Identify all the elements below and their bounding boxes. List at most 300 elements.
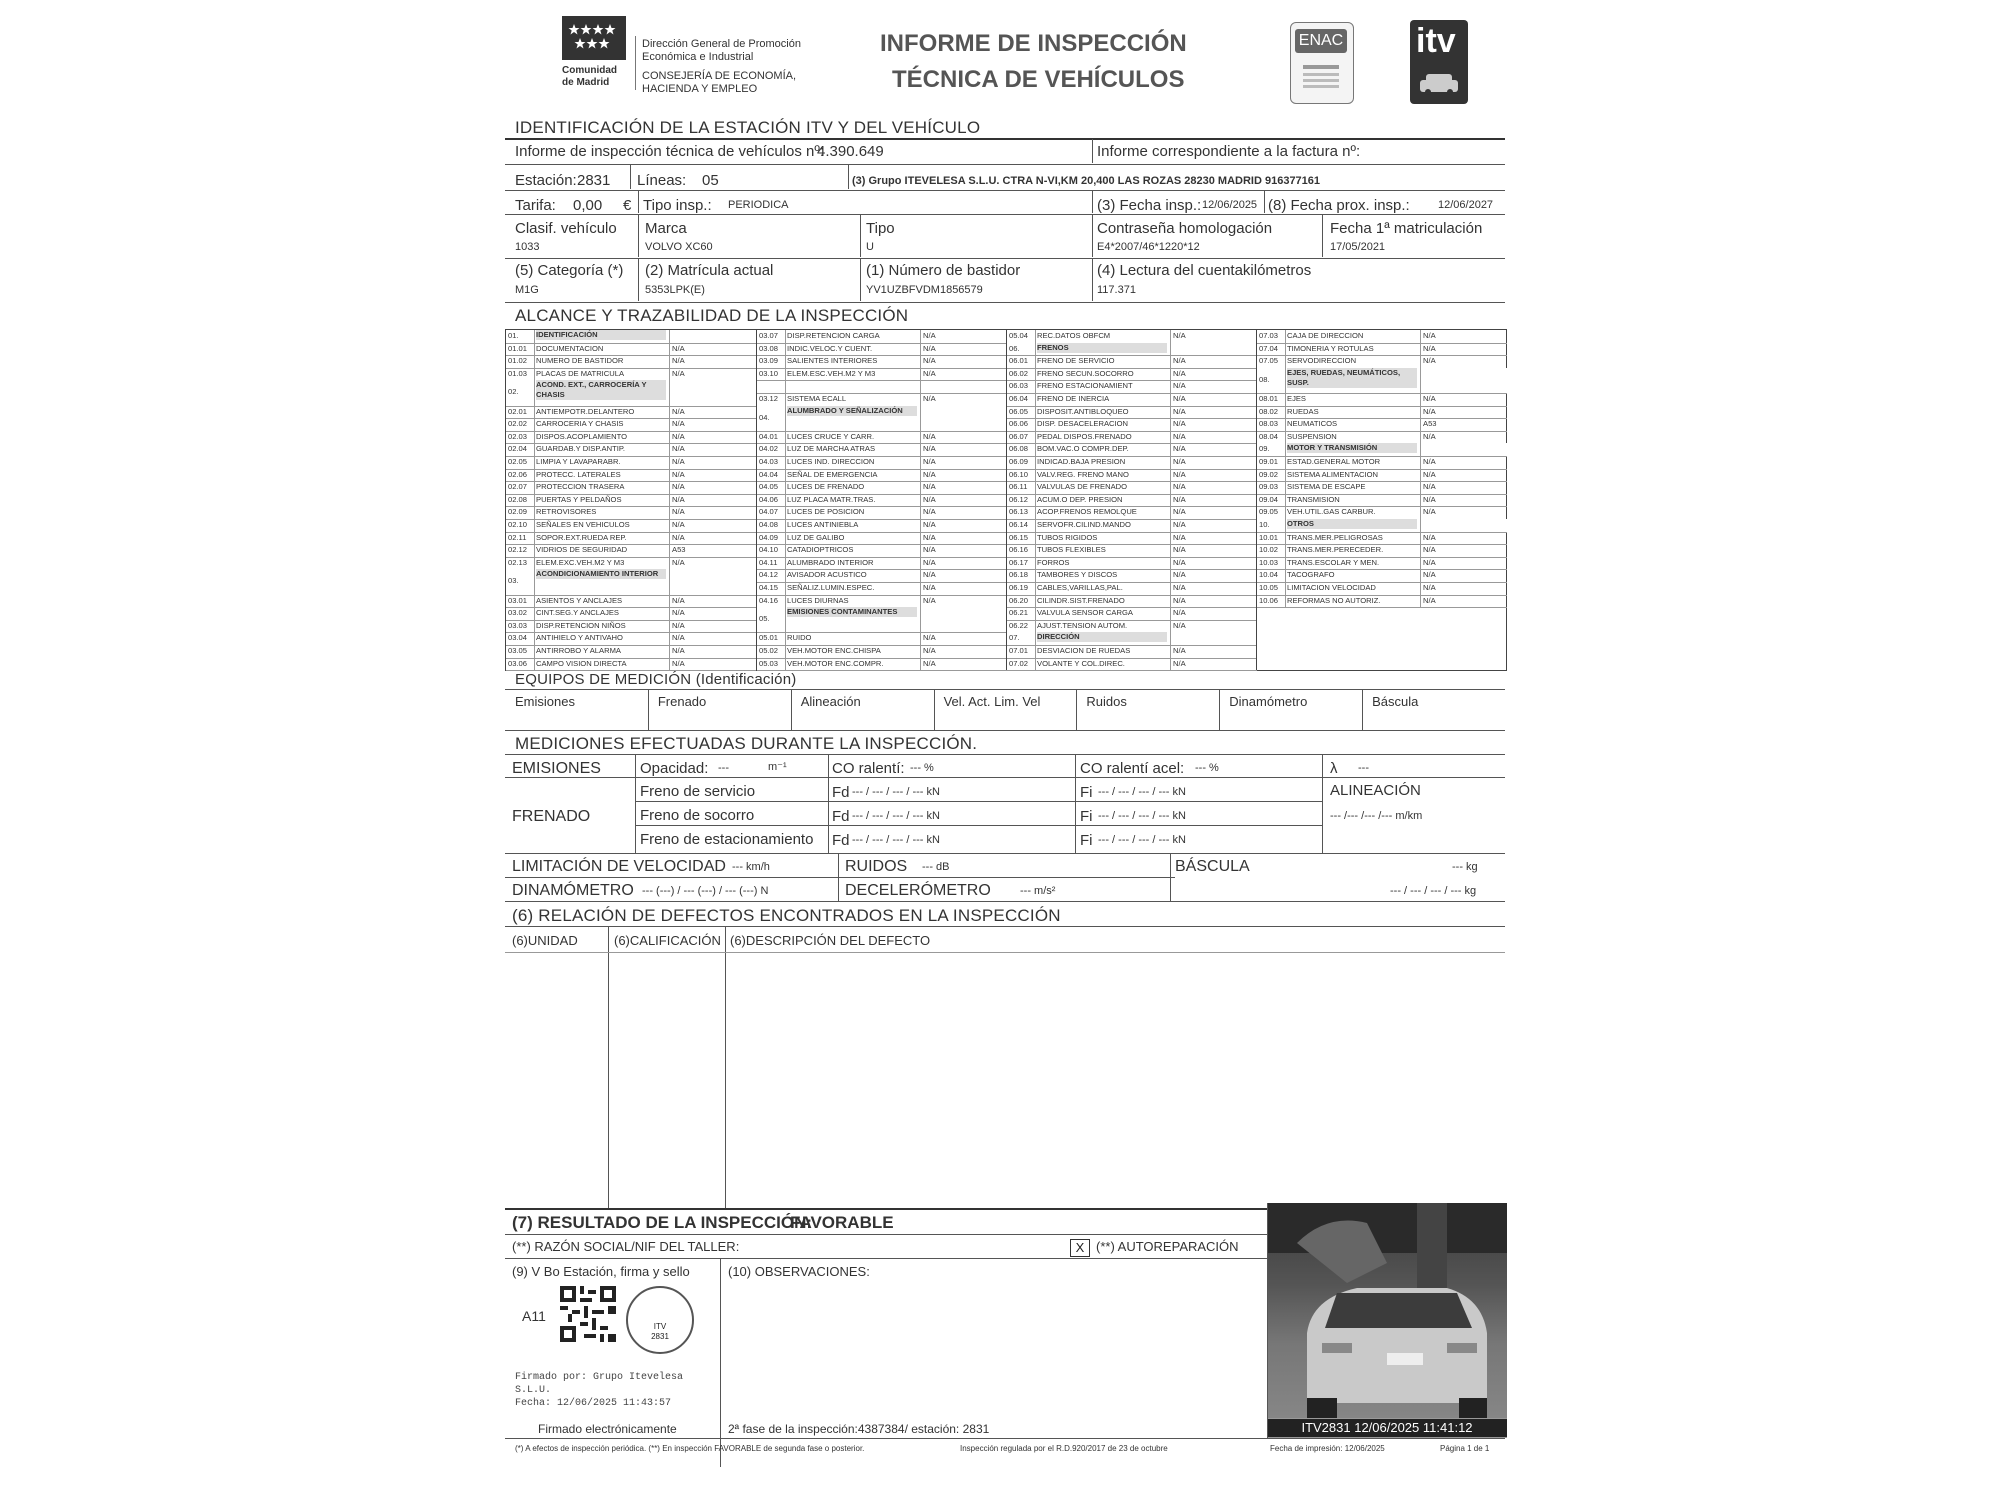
scope-divider	[1035, 494, 1036, 507]
braking-label: FRENADO	[512, 808, 591, 825]
dept-line3: CONSEJERÍA DE ECONOMÍA,	[642, 70, 797, 82]
scope-divider	[669, 595, 670, 608]
scope-item-code: 06.14	[1009, 520, 1029, 529]
scope-item-name: SALIENTES INTERIORES	[787, 356, 878, 366]
scope-item-row	[1257, 544, 1507, 558]
scope-item-code: 09.03	[1259, 482, 1279, 492]
scope-item-result: N/A	[1173, 658, 1186, 668]
scope-item-result: N/A	[1423, 406, 1436, 416]
dyno-value: --- (---) / --- (---) / --- (---) N	[642, 885, 769, 897]
scope-item-result: N/A	[672, 444, 685, 454]
dept-line4: HACIENDA Y EMPLEO	[642, 83, 758, 95]
scope-divider	[1285, 443, 1286, 456]
first-reg-label: Fecha 1ª matriculación	[1330, 220, 1483, 237]
scope-group-row	[506, 380, 756, 406]
scope-item-code: 06.15	[1009, 532, 1029, 542]
scope-item-row	[506, 406, 756, 420]
scope-item-name: SISTEMA ALIMENTACION	[1287, 469, 1379, 479]
invoice-label: Informe correspondiente a la factura nº:	[1097, 143, 1361, 160]
scope-column	[756, 330, 1007, 670]
dept-line2: Económica e Industrial	[642, 51, 754, 63]
scope-item-row	[506, 544, 756, 558]
scope-item-name: DISPOS.ACOPLAMIENTO	[536, 431, 628, 441]
scope-item-code: 01.	[508, 331, 519, 340]
seal-line2: 2831	[651, 1332, 669, 1341]
rule	[505, 1438, 1505, 1439]
header-divider	[635, 36, 636, 90]
equipment-item: Frenado	[657, 694, 707, 709]
rule	[1170, 854, 1171, 901]
scope-item-name: RUIDO	[787, 633, 812, 643]
scope-item-result: N/A	[672, 633, 685, 643]
scope-item-name: TIMONERIA Y ROTULAS	[1287, 343, 1374, 353]
scope-item-result: N/A	[923, 494, 936, 504]
signed-line3: Fecha: 12/06/2025 11:43:57	[515, 1398, 672, 1409]
scope-item-row	[757, 544, 1007, 558]
scope-divider	[785, 569, 786, 582]
scope-divider	[534, 569, 535, 594]
fd-service-value: --- / --- / --- / --- kN	[852, 786, 940, 798]
fd-emergency-label: Fd	[832, 808, 850, 825]
scope-item-code: 02.11	[508, 532, 527, 542]
result-value: FAVORABLE	[790, 1213, 894, 1232]
scope-item-result: N/A	[1173, 331, 1186, 340]
scope-item-name: LUCES DIURNAS	[787, 595, 849, 605]
scope-divider	[1285, 393, 1286, 406]
scope-item-result: N/A	[923, 356, 936, 366]
scope-item-code: 04.12	[759, 570, 779, 580]
scope-item-row	[757, 632, 1007, 646]
scope-divider	[1285, 355, 1286, 368]
scope-item-name: TRANS.ESCOLAR Y MEN.	[1287, 557, 1380, 567]
scope-item-result: N/A	[1173, 482, 1186, 492]
scope-item-name: DISP.RETENCION CARGA	[787, 331, 880, 340]
scope-item-row	[1007, 406, 1257, 420]
scope-item-name: SERVOFR.CILIND.MANDO	[1037, 520, 1131, 529]
signed-electronically: Firmado electrónicamente	[538, 1422, 677, 1436]
scope-divider	[669, 368, 670, 381]
scope-item-code: 03.04	[508, 633, 528, 643]
scope-item-result: N/A	[1173, 394, 1186, 403]
scope-divider	[785, 393, 786, 406]
scope-divider	[920, 368, 921, 381]
scope-item-result: N/A	[1423, 570, 1436, 580]
scope-item-code: 06.18	[1009, 570, 1029, 580]
rule	[638, 259, 639, 301]
scope-divider	[1170, 431, 1171, 444]
scope-divider	[534, 519, 535, 532]
scope-divider	[1170, 557, 1171, 570]
rule	[505, 926, 1505, 927]
scope-item-code: 02.02	[508, 419, 528, 429]
scope-item-code: 05.02	[759, 646, 779, 655]
scope-item-row	[757, 330, 1007, 344]
scope-item-name: NUMERO DE BASTIDOR	[536, 356, 624, 366]
itv-logo	[1410, 20, 1468, 104]
scope-divider	[785, 469, 786, 482]
scope-item-name: LUZ DE GALIBO	[787, 532, 845, 542]
scope-divider	[669, 343, 670, 356]
scope-item-result: N/A	[1423, 583, 1436, 592]
scope-item-name: ALUMBRADO Y SEÑALIZACIÓN	[787, 406, 917, 416]
scope-item-code: 03.03	[508, 620, 528, 630]
scope-divider	[1285, 368, 1286, 393]
scope-item-row	[1007, 494, 1257, 508]
scope-divider	[785, 456, 786, 469]
dyno-label: DINAMÓMETRO	[512, 882, 634, 899]
equipment-divider	[1076, 690, 1077, 730]
scope-item-name: ANTIHIELO Y ANTIVAHO	[536, 633, 623, 643]
plate-label: (2) Matrícula actual	[645, 262, 774, 279]
scope-item-result: N/A	[1423, 494, 1436, 504]
scope-divider	[920, 494, 921, 507]
scope-divider	[785, 343, 786, 356]
scope-item-row	[1257, 355, 1507, 369]
scope-item-name: PROTECCION TRASERA	[536, 482, 625, 492]
scope-item-code: 05.	[759, 614, 770, 624]
scope-divider	[1170, 620, 1171, 633]
scope-divider	[534, 506, 535, 519]
scope-item-result: N/A	[672, 431, 685, 441]
scope-item-name: SISTEMA DE ESCAPE	[1287, 482, 1366, 492]
station-seal	[626, 1286, 694, 1354]
scope-item-name: LUCES DE FRENADO	[787, 482, 865, 492]
speed-limit-value: --- km/h	[732, 861, 770, 873]
insp-date-label: (3) Fecha insp.:	[1097, 197, 1202, 214]
scope-divider	[1420, 494, 1421, 507]
scope-divider	[1285, 431, 1286, 444]
opacity-label: Opacidad:	[640, 760, 709, 777]
type-label: Tipo	[866, 220, 895, 237]
scope-item-name: AVISADOR ACUSTICO	[787, 570, 867, 580]
brake-parking-label: Freno de estacionamiento	[640, 831, 814, 848]
scope-divider	[1035, 355, 1036, 368]
scope-item-code: 06.01	[1009, 356, 1029, 366]
scope-divider	[1285, 406, 1286, 419]
scope-item-result: N/A	[923, 570, 936, 580]
scope-item-result: N/A	[1173, 494, 1186, 504]
scope-item-result: N/A	[923, 469, 936, 479]
scope-item-result: N/A	[1173, 368, 1186, 378]
scope-item-result: N/A	[923, 633, 936, 643]
scope-item-row	[1007, 658, 1257, 672]
rule	[505, 258, 1505, 259]
scope-divider	[1420, 595, 1421, 608]
enac-label: ENAC	[1295, 29, 1347, 53]
rule	[635, 825, 1322, 826]
equipment-divider	[791, 690, 792, 730]
scope-item-name: TUBOS RIGIDOS	[1037, 532, 1098, 542]
scope-item-row	[1007, 431, 1257, 445]
scope-item-name: VOLANTE Y COL.DIREC.	[1037, 658, 1125, 668]
footer-print-date: Fecha de impresión: 12/06/2025	[1270, 1444, 1385, 1453]
rule	[635, 755, 636, 777]
scope-item-code: 02.	[508, 387, 519, 397]
scope-divider	[534, 544, 535, 557]
rule	[1264, 191, 1265, 213]
station-value: 2831	[577, 172, 611, 189]
scope-item-row	[1007, 380, 1257, 394]
scope-divider	[1285, 469, 1286, 482]
scope-item-name: ACUM.O DEP. PRESION	[1037, 494, 1123, 504]
rule	[505, 689, 1505, 690]
scope-item-code: 02.12	[508, 545, 528, 555]
insp-date-value: 12/06/2025	[1202, 199, 1258, 211]
scope-item-result: N/A	[1423, 532, 1436, 542]
rule	[635, 801, 1322, 802]
stars-icon	[562, 16, 626, 60]
insp-type-value: PERIODICA	[728, 199, 789, 211]
scope-divider	[1285, 519, 1286, 532]
scope-item-name: SEÑAL DE EMERGENCIA	[787, 469, 878, 479]
scope-item-row	[757, 368, 1007, 382]
scope-item-code: 06.07	[1009, 431, 1029, 441]
insp-type-label: Tipo insp.:	[643, 197, 712, 214]
scope-item-result: N/A	[672, 608, 685, 618]
odometer-label: (4) Lectura del cuentakilómetros	[1097, 262, 1312, 279]
scope-item-row	[506, 557, 756, 571]
scope-divider	[1285, 544, 1286, 557]
scope-item-result: N/A	[923, 457, 936, 466]
scope-divider	[1170, 393, 1171, 406]
equipment-item: Báscula	[1372, 694, 1419, 709]
scope-item-name: CAMPO VISION DIRECTA	[536, 658, 627, 668]
car-photo-icon	[1267, 1203, 1507, 1438]
scope-item-name: LIMPIA Y LAVAPARABR.	[536, 457, 621, 466]
scope-divider	[534, 418, 535, 431]
rule	[1075, 755, 1076, 853]
tariff-value: 0,00	[573, 197, 603, 214]
scope-divider	[1170, 368, 1171, 381]
scope-item-code: 04.15	[759, 583, 779, 592]
fi-emergency-label: Fi	[1080, 808, 1093, 825]
scope-divider	[1420, 368, 1421, 393]
scope-item-code: 03.10	[759, 368, 779, 378]
scope-divider	[534, 607, 535, 620]
rule	[860, 259, 861, 301]
scope-item-name: FRENO SECUN.SOCORRO	[1037, 368, 1134, 378]
rule	[638, 215, 639, 257]
scope-item-row	[1257, 469, 1507, 483]
scope-item-code: 10.05	[1259, 583, 1279, 592]
scope-item-name: ACOND. EXT., CARROCERÍA Y CHASIS	[536, 380, 666, 400]
scope-item-row	[1257, 582, 1507, 596]
scope-group-row	[757, 406, 1007, 432]
code-label: A11	[522, 1308, 546, 1324]
scope-item-name: ANTIRROBO Y ALARMA	[536, 646, 621, 655]
scope-item-code: 08.04	[1259, 431, 1279, 441]
scope-item-name: ANTIEMPOTR.DELANTERO	[536, 406, 635, 416]
scope-column	[506, 330, 756, 670]
scope-divider	[785, 494, 786, 507]
scope-item-row	[1257, 532, 1507, 546]
scope-item-name: INDIC.VELOC.Y CUENT.	[787, 343, 873, 353]
scope-item-code: 05.04	[1009, 331, 1029, 340]
scope-item-row	[757, 343, 1007, 357]
lambda-label: λ	[1330, 760, 1338, 777]
scope-item-name: EJES	[1287, 394, 1306, 403]
scope-item-code: 06.10	[1009, 469, 1029, 479]
scope-divider	[1035, 632, 1036, 645]
scope-divider	[1170, 506, 1171, 519]
rule	[848, 165, 849, 189]
scope-divider	[1035, 380, 1036, 393]
scope-divider	[785, 557, 786, 570]
self-repair-checkbox[interactable]: X	[1070, 1239, 1090, 1257]
scope-divider	[1035, 506, 1036, 519]
scope-item-row	[506, 456, 756, 470]
scope-item-name: ALUMBRADO INTERIOR	[787, 557, 874, 567]
scope-divider	[534, 620, 535, 633]
scope-item-name: INDICAD.BAJA PRESION	[1037, 457, 1126, 466]
scope-item-row	[1257, 557, 1507, 571]
inspection-report	[490, 8, 1520, 1486]
scope-item-result: N/A	[672, 406, 685, 416]
scope-item-result: N/A	[923, 444, 936, 454]
scope-divider	[534, 330, 535, 343]
scope-item-code: 10.02	[1259, 545, 1279, 555]
scope-item-result: N/A	[1173, 608, 1186, 618]
scope-divider	[1170, 595, 1171, 608]
rule	[608, 927, 609, 1209]
scope-item-code: 09.	[1259, 444, 1270, 454]
scope-item-name: CINT.SEG.Y ANCLAJES	[536, 608, 619, 618]
scope-item-result: N/A	[672, 368, 685, 378]
org-name-line1: Comunidad	[562, 65, 617, 76]
scope-divider	[920, 632, 921, 645]
scope-divider	[1035, 368, 1036, 381]
scope-item-result: N/A	[1173, 557, 1186, 567]
scope-item-code: 04.02	[759, 444, 779, 454]
scope-item-name: VEH.UTIL.GAS CARBUR.	[1287, 507, 1376, 517]
vin-label: (1) Número de bastidor	[866, 262, 1021, 279]
scope-divider	[1035, 431, 1036, 444]
observations-label: (10) OBSERVACIONES:	[728, 1264, 870, 1279]
scope-divider	[1420, 343, 1421, 356]
scope-item-name: DESVIACION DE RUEDAS	[1037, 646, 1131, 655]
scope-item-result: N/A	[1173, 457, 1186, 466]
scope-item-result: N/A	[672, 419, 685, 429]
noise-value: --- dB	[922, 861, 950, 873]
rule	[505, 302, 1505, 303]
scope-divider	[534, 494, 535, 507]
scope-item-code: 06.04	[1009, 394, 1029, 403]
scope-divider	[1285, 569, 1286, 582]
scope-divider	[1035, 607, 1036, 620]
scope-item-code: 04.	[759, 412, 770, 422]
scope-group-row	[1257, 519, 1507, 533]
co-accel-value: --- %	[1195, 762, 1219, 774]
scope-item-row	[1007, 443, 1257, 457]
scope-divider	[785, 431, 786, 444]
scope-item-code: 08.02	[1259, 406, 1279, 416]
scope-item-code: 06.13	[1009, 507, 1029, 517]
scope-item-result: N/A	[1423, 545, 1436, 555]
scope-item-name: SERVODIRECCION	[1287, 356, 1357, 366]
scope-item-row	[757, 431, 1007, 445]
scope-divider	[785, 355, 786, 368]
report-number: 4.390.649	[817, 143, 884, 160]
fi-parking-value: --- / --- / --- / --- kN	[1098, 834, 1186, 846]
scope-item-row	[506, 632, 756, 646]
scope-item-code: 04.10	[759, 545, 779, 555]
scope-divider	[920, 431, 921, 444]
scope-item-name: LUCES ANTINIEBLA	[787, 520, 859, 529]
rule	[505, 1234, 1275, 1235]
co-idle-value: --- %	[910, 762, 934, 774]
scope-item-row	[1007, 355, 1257, 369]
enac-logo	[1290, 22, 1354, 104]
scope-item-code: 02.09	[508, 507, 528, 517]
scope-item-code: 06.20	[1009, 595, 1029, 605]
scope-item-code: 01.02	[508, 356, 528, 366]
rule	[860, 215, 861, 257]
scope-divider	[920, 393, 921, 406]
scope-divider	[669, 569, 670, 594]
scope-item-result: N/A	[923, 331, 936, 340]
scope-item-result: N/A	[1173, 444, 1186, 454]
scope-item-row	[757, 355, 1007, 369]
scope-item-row	[1007, 393, 1257, 407]
tariff-currency: €	[623, 197, 632, 214]
scope-item-name: TRANSMISION	[1287, 494, 1340, 504]
scope-divider	[1285, 330, 1286, 343]
scope-item-result: N/A	[923, 532, 936, 542]
equipment-divider	[934, 690, 935, 730]
scope-item-result: A53	[1423, 419, 1437, 429]
scope-divider	[1285, 481, 1286, 494]
scope-item-result: N/A	[1173, 646, 1186, 655]
opacity-value: ---	[718, 762, 729, 774]
scope-item-name: DISP. DESACELERACION	[1037, 419, 1129, 429]
scope-item-row	[1007, 481, 1257, 495]
scope-item-name: VEH.MOTOR ENC.CHISPA	[787, 646, 881, 655]
scope-item-result: N/A	[672, 646, 685, 655]
scope-divider	[785, 582, 786, 595]
scope-divider	[669, 544, 670, 557]
defects-col-rating: (6)CALIFICACIÓN	[614, 933, 721, 948]
rule	[505, 1258, 1275, 1259]
enac-mark-icon	[1301, 63, 1341, 93]
scope-item-name: VALVULAS DE FRENADO	[1037, 482, 1128, 492]
scope-item-code: 07.	[1009, 633, 1020, 643]
scope-item-name: DISPOSIT.ANTIBLOQUEO	[1037, 406, 1129, 416]
scope-item-result: N/A	[1423, 482, 1436, 492]
scope-divider	[1420, 569, 1421, 582]
rule	[720, 1259, 721, 1467]
scope-item-result: N/A	[1173, 419, 1186, 429]
scope-divider	[534, 368, 535, 381]
scope-item-code: 06.16	[1009, 545, 1029, 555]
scope-divider	[669, 443, 670, 456]
scope-item-result: N/A	[672, 658, 685, 668]
report-label: Informe de inspección técnica de vehículos nº:	[515, 143, 824, 160]
scope-item-code: 08.01	[1259, 394, 1279, 403]
scope-item-result: N/A	[1173, 381, 1186, 391]
equipment-item: Emisiones	[515, 694, 575, 709]
plate-value: 5353LPK(E)	[645, 284, 705, 296]
scope-divider	[1035, 645, 1036, 658]
scope-item-row	[506, 469, 756, 483]
rule	[505, 877, 1175, 878]
scope-item-code: 10.03	[1259, 557, 1279, 567]
scope-divider	[1035, 544, 1036, 557]
scope-divider	[669, 506, 670, 519]
scope-item-code: 08.	[1259, 374, 1270, 384]
scope-item-name: FRENO DE INERCIA	[1037, 394, 1110, 403]
noise-label: RUIDOS	[845, 858, 908, 875]
scope-item-row	[757, 569, 1007, 583]
